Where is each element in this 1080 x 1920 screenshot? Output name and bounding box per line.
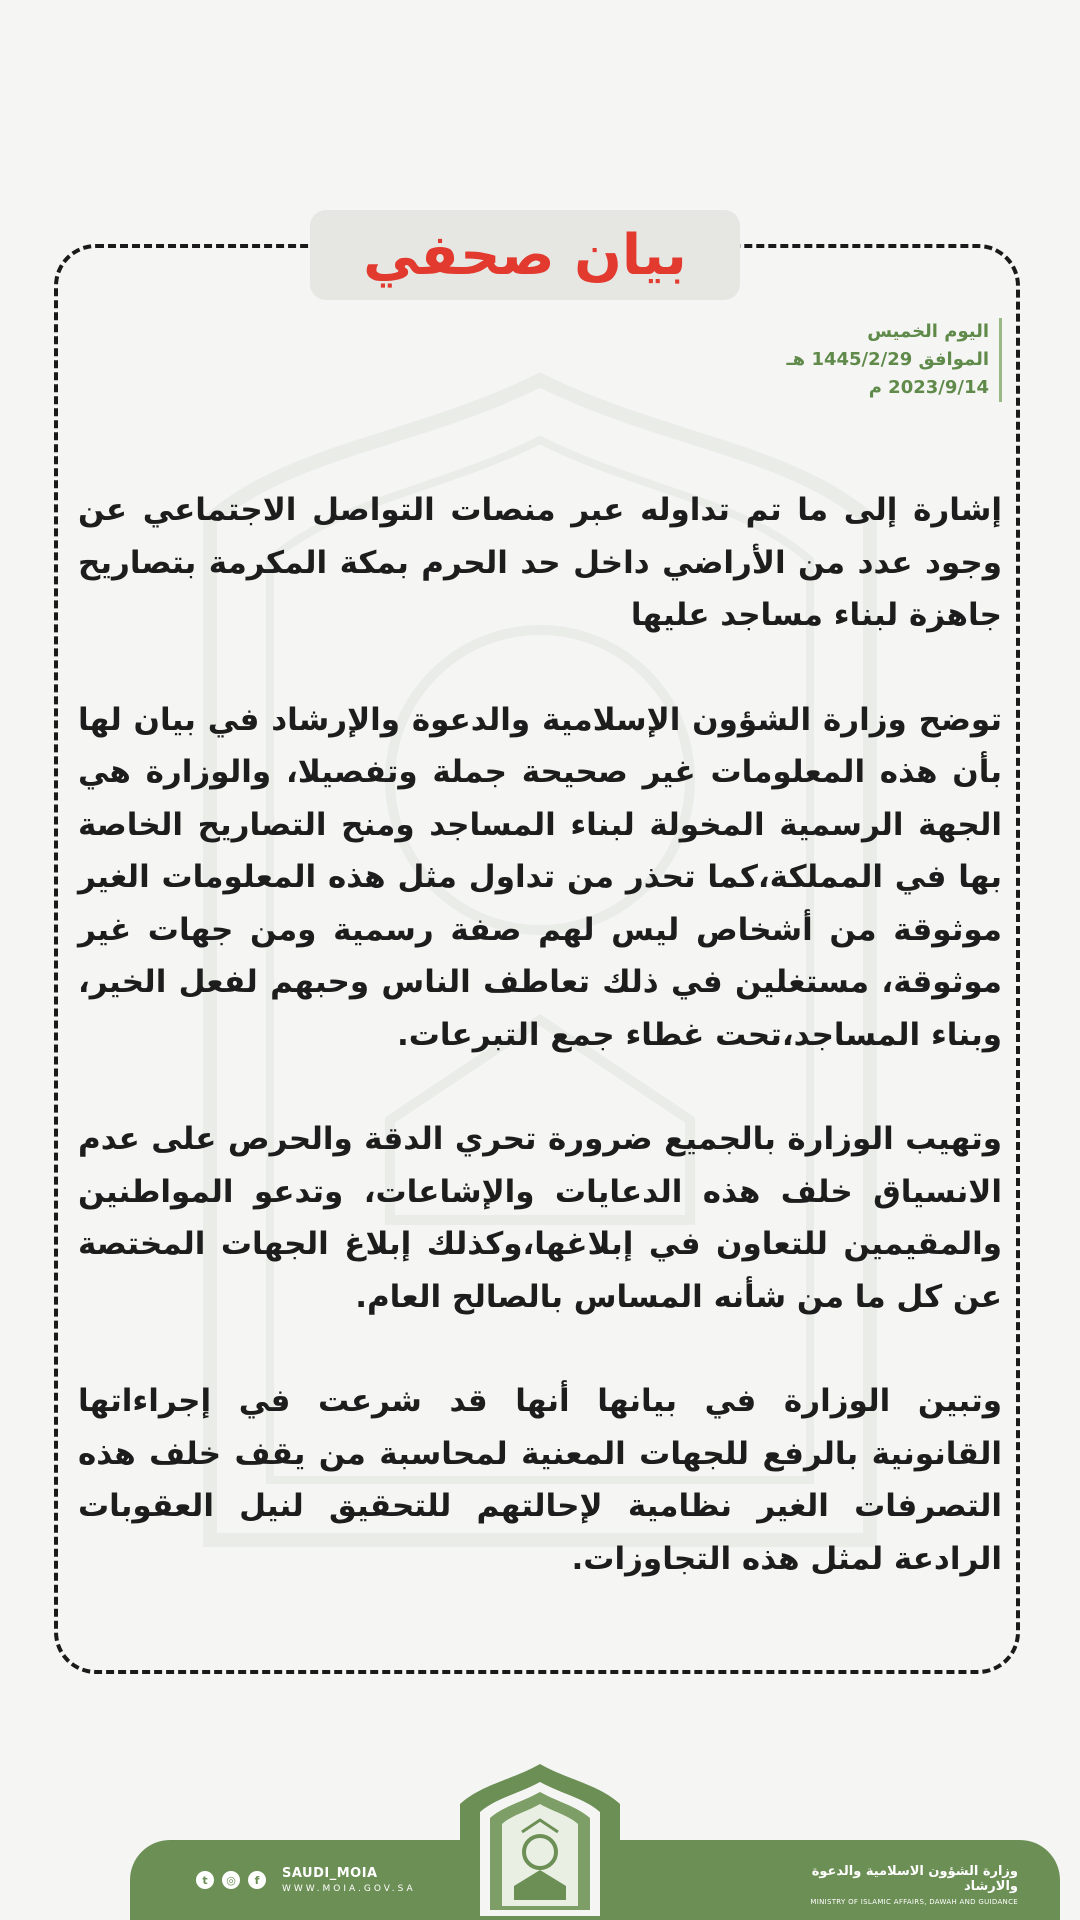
date-gregorian: 2023/9/14 م xyxy=(868,377,989,398)
statement-body xyxy=(78,484,1002,1637)
title-box xyxy=(310,210,740,300)
date-hijri: الموافق 1445/2/29 هـ xyxy=(786,349,989,370)
footer-ministry xyxy=(758,1864,1018,1906)
page-title: بيان صحفي xyxy=(363,222,687,288)
date-block xyxy=(769,318,1002,402)
paragraph-1: إشارة إلى ما تم تداوله عبر منصات التواصل الاجتماعي عن وجود عدد من الأراضي داخل حد الحرم بمكة المكرمة بتصاريح جاهزة لبناء مساجد عليها xyxy=(78,492,1002,633)
ministry-emblem-icon xyxy=(452,1760,628,1920)
social-handle[interactable]: SAUDI_MOIA xyxy=(282,1866,378,1881)
ministry-name-ar: وزارة الشؤون الاسلامية والدعوة والارشاد xyxy=(811,1864,1018,1894)
twitter-icon[interactable]: t xyxy=(196,1871,214,1889)
paragraph-4: وتبين الوزارة في بيانها أنها قد شرعت في إجراءاتها القانونية بالرفع للجهات المعنية لمحاسبة من يقف خلف هذه التصرفات الغير نظامية لإحالتهم للتحقيق لنيل العقوبات الرادعة لمثل هذه التجاوزات. xyxy=(78,1383,1002,1577)
facebook-icon[interactable]: f xyxy=(248,1871,266,1889)
footer-contact xyxy=(282,1866,416,1894)
ministry-name-en: MINISTRY OF ISLAMIC AFFAIRS, DAWAH AND GUIDANCE xyxy=(810,1898,1018,1906)
paragraph-2: توضح وزارة الشؤون الإسلامية والدعوة والإرشاد في بيان لها بأن هذه المعلومات غير صحيحة جملة وتفصيلا، والوزارة هي الجهة الرسمية المخولة لبناء المساجد ومنح التصاريح الخاصة بها في المملكة،كما تحذر من تداول مثل هذه المعلومات الغير موثوقة من أشخاص ليس لهم صفة رسمية ومن جهات غير موثوقة، مستغلين في ذلك تعاطف الناس وحبهم لفعل الخير، وبناء المساجد،تحت غطاء جمع التبرعات. xyxy=(78,701,1002,1053)
instagram-icon[interactable]: ◎ xyxy=(222,1871,240,1889)
footer-social xyxy=(196,1866,416,1894)
website-link[interactable]: WWW.MOIA.GOV.SA xyxy=(282,1884,416,1894)
paragraph-3: وتهيب الوزارة بالجميع ضرورة تحري الدقة والحرص على عدم الانسياق خلف هذه الدعايات والإشاعات، وتدعو المواطنين والمقيمين للتعاون في إبلاغها،وكذلك إبلاغ الجهات المختصة عن كل ما من شأنه المساس بالصالح العام. xyxy=(78,1121,1002,1315)
date-day: اليوم الخميس xyxy=(867,321,989,342)
